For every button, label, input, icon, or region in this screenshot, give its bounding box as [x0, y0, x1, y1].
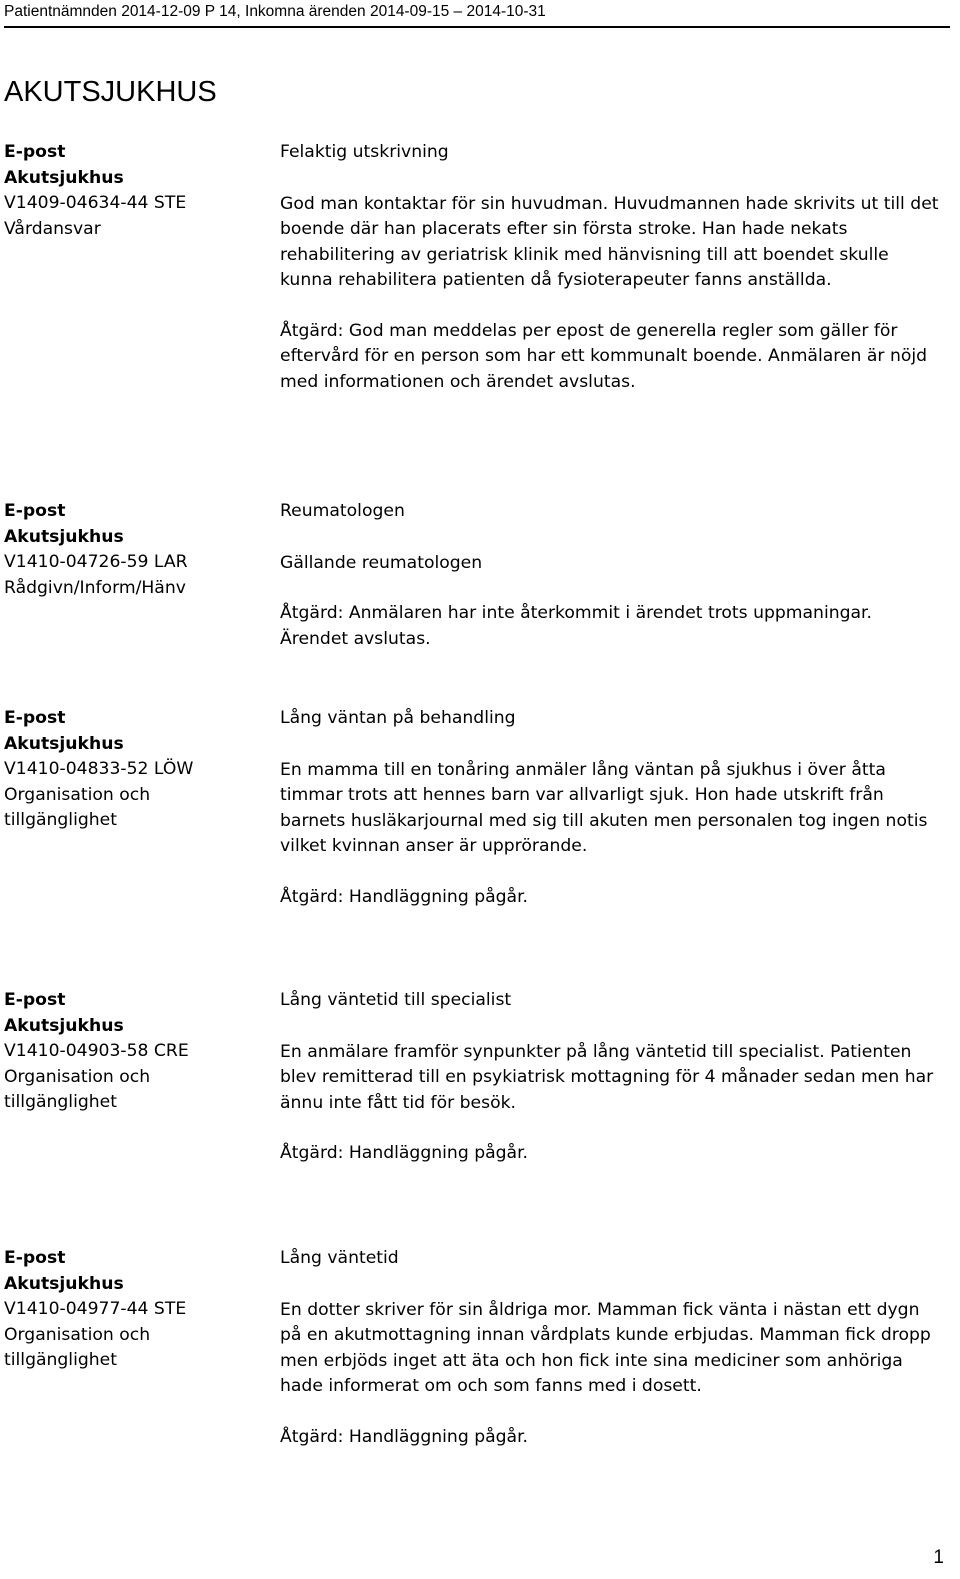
case-title: Reumatologen [280, 501, 405, 521]
case-category: Organisation och [4, 784, 151, 805]
case-body: En anmälare framför synpunkter på lång väntetid till specialist. Patienten blev remitterad till en psykiatrisk mottagning för 4 månader sedan men har ännu inte fått tid för besök. [280, 1041, 934, 1113]
case-id: V1410-04726-59 LAR [4, 552, 188, 572]
case-category: tillgänglighet [4, 1092, 117, 1112]
case-meta [4, 988, 266, 1116]
case-content [280, 1246, 940, 1450]
case-category: Vårdansvar [4, 218, 101, 239]
case-id: V1410-04833-52 LÖW [4, 759, 194, 779]
case-content [280, 988, 940, 1167]
case-channel: E-post [4, 501, 66, 521]
case-meta [4, 499, 266, 601]
case-content [280, 140, 940, 395]
case-body: Gällande reumatologen [280, 552, 483, 573]
case-category: Organisation och [4, 1066, 151, 1087]
case-category: Rådgivn/Inform/Hänv [4, 577, 186, 598]
case-id: V1410-04903-58 CRE [4, 1041, 189, 1061]
case-action: Åtgärd: Handläggning pågår. [280, 886, 529, 907]
case-category: tillgänglighet [4, 1350, 117, 1370]
case-title: Lång väntetid till specialist [280, 990, 512, 1010]
case-unit: Akutsjukhus [4, 1015, 124, 1036]
case-unit: Akutsjukhus [4, 733, 124, 754]
case-unit: Akutsjukhus [4, 167, 124, 188]
header-text: Patientnämnden 2014-12-09 P 14, Inkomna ärenden 2014-09-15 – 2014-10-31 [4, 3, 546, 20]
case-meta [4, 140, 266, 242]
case-unit: Akutsjukhus [4, 526, 124, 547]
page-number: 1 [933, 1547, 944, 1568]
case-id: V1409-04634-44 STE [4, 193, 187, 213]
case-action: Åtgärd: Anmälaren har inte återkommit i ärendet trots uppmaningar. Ärendet avslutas. [280, 603, 873, 649]
case-title: Felaktig utskrivning [280, 142, 449, 162]
case-action: Åtgärd: God man meddelas per epost de generella regler som gäller för eftervård för en person som har ett kommunalt boende. Anmälaren är nöjd med informationen och ärendet avslutas. [280, 320, 928, 392]
case-meta [4, 1246, 266, 1374]
case-title: Lång väntetid [280, 1248, 399, 1268]
case-id: V1410-04977-44 STE [4, 1299, 187, 1319]
case-unit: Akutsjukhus [4, 1273, 124, 1294]
section-title: AKUTSJUKHUS [4, 76, 217, 108]
case-channel: E-post [4, 990, 66, 1010]
case-category: Organisation och [4, 1324, 151, 1345]
case-channel: E-post [4, 1248, 66, 1268]
case-channel: E-post [4, 708, 66, 728]
case-category: tillgänglighet [4, 810, 117, 830]
case-body: En mamma till en tonåring anmäler lång väntan på sjukhus i över åtta timmar trots att hennes barn var allvarligt sjuk. Hon hade utskrift från barnets husläkarjournal med sig till akuten men personalen tog ingen notis vilket kvinnan anser är upprörande. [280, 759, 928, 856]
case-body: God man kontaktar för sin huvudman. Huvudmannen hade skrivits ut till det boende där han placerats efter sin första stroke. Han hade nekats rehabilitering av geriatrisk klinik med hänvisning till att boendet skulle kunna rehabilitera patienten då fysioterapeuter fanns anställda. [280, 193, 939, 290]
case-action: Åtgärd: Handläggning pågår. [280, 1426, 529, 1447]
case-body: En dotter skriver för sin åldriga mor. Mamman fick vänta i nästan ett dygn på en akutmottagning innan vårdplats kunde erbjudas. Mamman fick dropp men erbjöds inget att äta och hon fick inte sina mediciner som anhöriga hade informerat om och som fanns med i dosett. [280, 1299, 931, 1396]
case-channel: E-post [4, 142, 66, 162]
case-content [280, 499, 940, 652]
case-action: Åtgärd: Handläggning pågår. [280, 1143, 529, 1163]
case-title: Lång väntan på behandling [280, 708, 516, 728]
page-header [4, 0, 950, 28]
case-meta [4, 706, 266, 834]
case-content [280, 706, 940, 910]
